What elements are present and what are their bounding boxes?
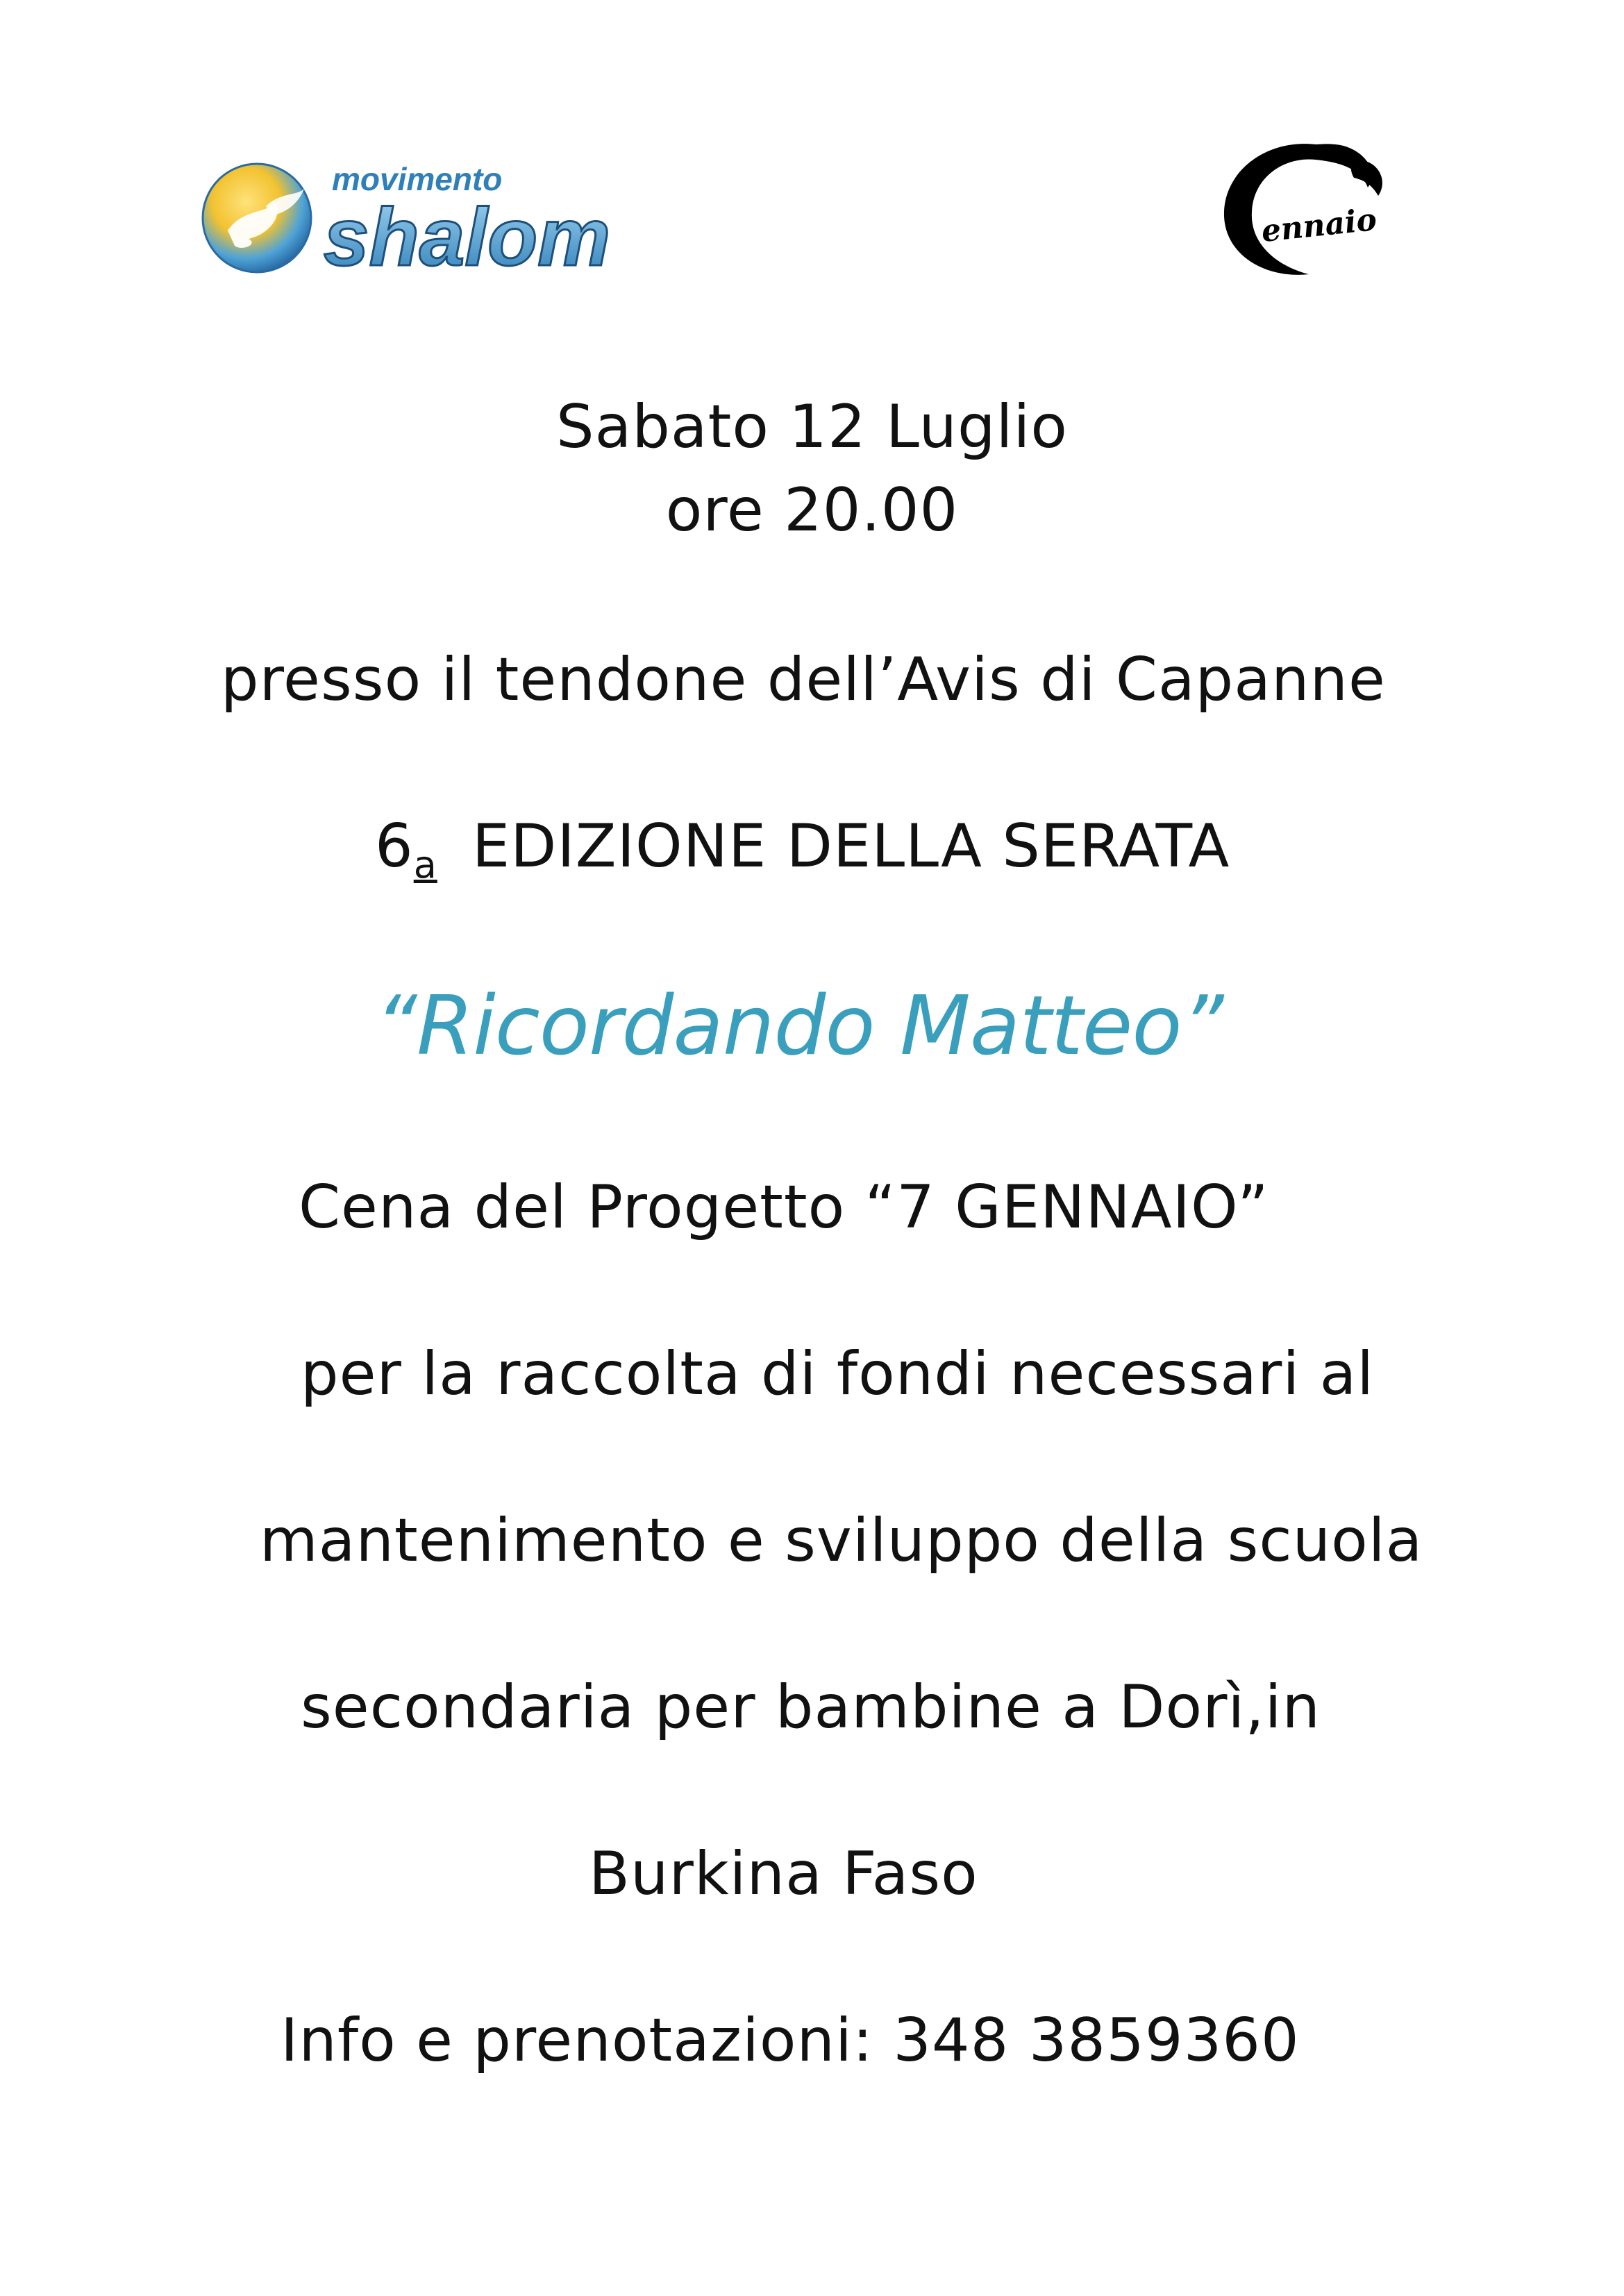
event-date: Sabato 12 Luglio <box>556 392 1068 462</box>
edition-number: 6 <box>375 812 414 881</box>
gennaio-logo <box>1212 132 1399 285</box>
purpose-line-4: Burkina Faso <box>589 1839 978 1909</box>
logo-shalom-text: shalom <box>324 192 611 279</box>
purpose-line-3: secondaria per bambine a Dorì,in <box>301 1673 1321 1742</box>
purpose-line-2: mantenimento e sviluppo della scuola <box>260 1506 1423 1575</box>
gennaio-drop-mark-icon <box>1351 160 1382 196</box>
gennaio-logo-text: ennaio <box>1259 201 1379 250</box>
globe-dove-icon <box>203 164 311 272</box>
event-time: ore 20.00 <box>665 476 959 545</box>
logo-movimento-text: movimento <box>332 161 503 197</box>
event-title: “Ricordando Matteo” <box>375 978 1223 1073</box>
info-contact: Info e prenotazioni: 348 3859360 <box>281 2006 1300 2075</box>
event-venue: presso il tendone dell’Avis di Capanne <box>221 645 1386 714</box>
purpose-line-1: per la raccolta di fondi necessari al <box>301 1339 1375 1409</box>
dinner-line: Cena del Progetto “7 GENNAIO” <box>299 1173 1269 1242</box>
edition-suffix: a <box>413 843 437 887</box>
edition-line <box>375 812 1230 887</box>
edition-text: EDIZIONE DELLA SERATA <box>471 812 1230 881</box>
movimento-shalom-logo <box>200 154 658 279</box>
